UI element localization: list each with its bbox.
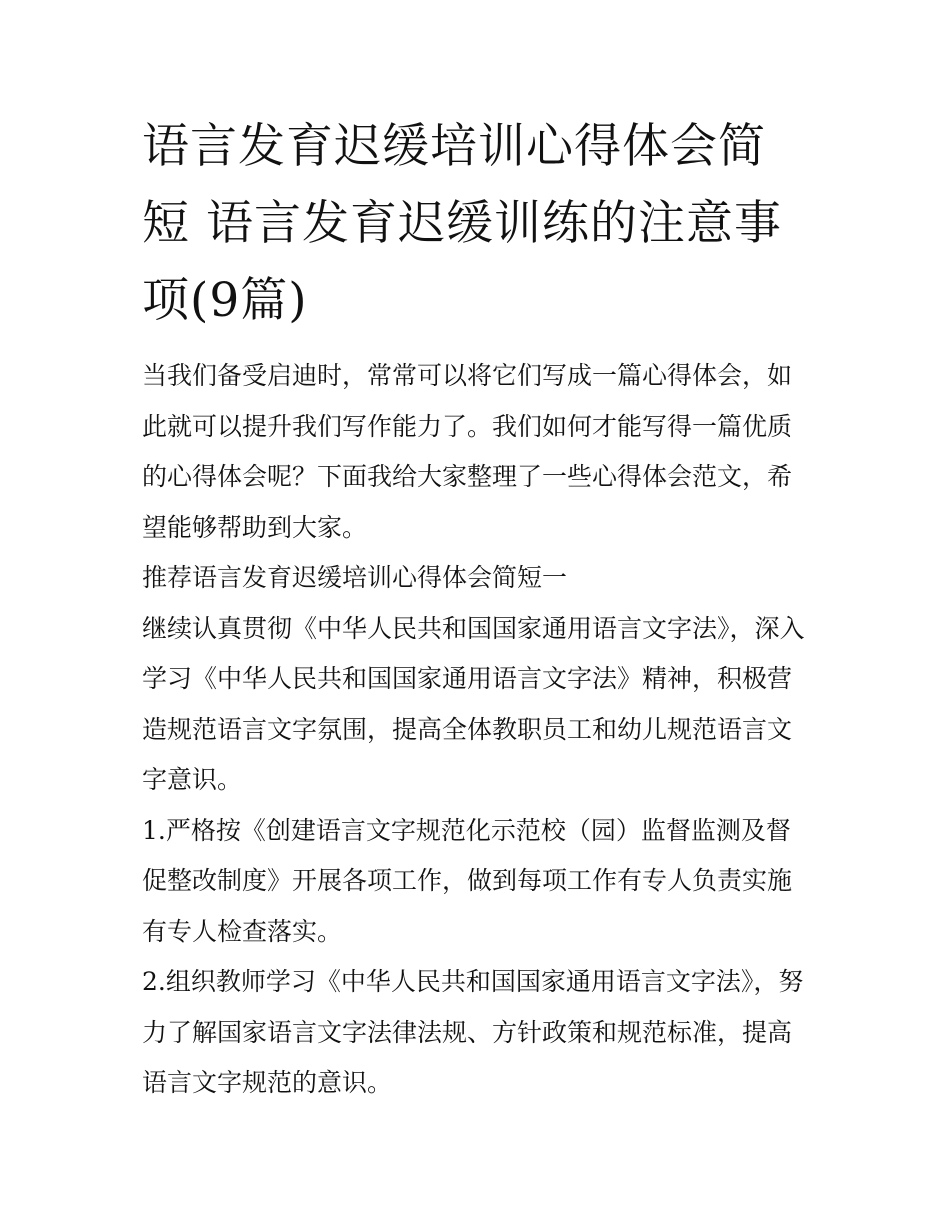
- body-paragraph-1: 继续认真贯彻《中华人民共和国国家通用语言文字法》，深入学习《中华人民共和国国家通用语言文字法》精神，积极营造规范语言文字氛围，提高全体教职员工和幼儿规范语言文字意识。: [142, 613, 805, 794]
- list-item-2: 2.组织教师学习《中华人民共和国国家通用语言文字法》，努力了解国家语言文字法律法规、方针政策和规范标准，提高语言文字规范的意识。: [142, 967, 804, 1097]
- document-title: 语言发育迟缓培训心得体会简短 语言发育迟缓训练的注意事项(9篇): [142, 119, 782, 328]
- list-item-1: 1.严格按《创建语言文字规范化示范校（园）监督监测及督促整改制度》开展各项工作，做到每项工作有专人负责实施有专人检查落实。: [142, 815, 793, 946]
- document-page: [142, 108, 812, 1109]
- section-heading: 推荐语言发育迟缓培训心得体会简短一: [142, 563, 568, 592]
- intro-paragraph: 当我们备受启迪时，常常可以将它们写成一篇心得体会，如此就可以提升我们写作能力了。我们如何才能写得一篇优质的心得体会呢？下面我给大家整理了一些心得体会范文，希望能够帮助到大家。: [142, 361, 793, 542]
